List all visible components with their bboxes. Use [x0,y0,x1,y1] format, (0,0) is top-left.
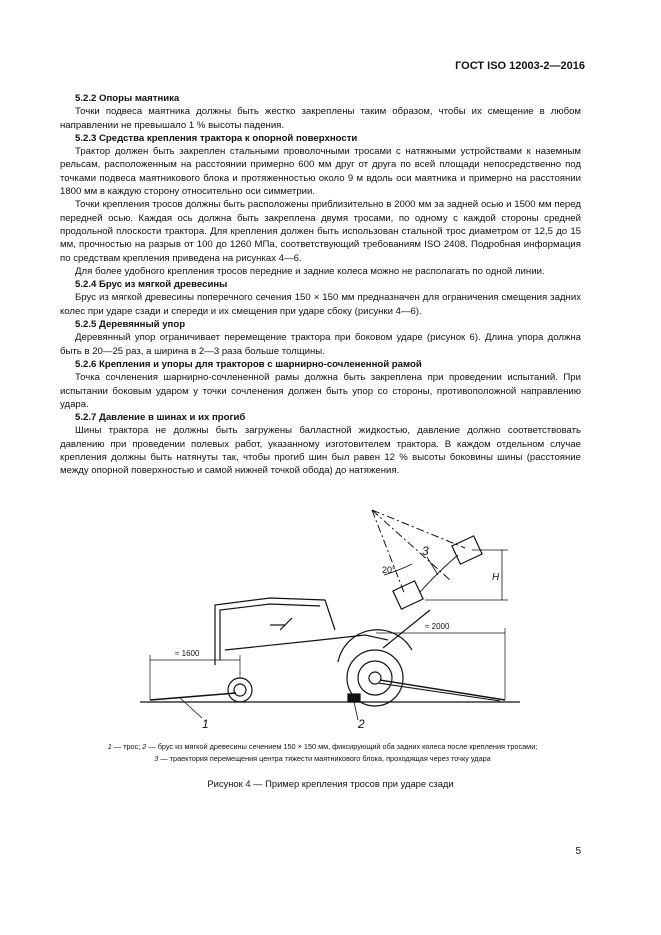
cable-front [150,693,236,700]
paragraph: Точки подвеса маятника должны быть жестко закреплены таким образом, чтобы их смещение в любом направлении не превышало 1 % высоты падения. [60,106,581,131]
legend-num: 3 [154,754,159,763]
cable-rear [380,680,505,700]
paragraph: Деревянный упор ограничивает перемещение трактора при боковом ударе (рисунок 6). Длина упора должна быть в 20—25 раз, а ширина в 2—3 раза больше толщины. [60,332,581,357]
legend-text: — брус из мягкой древесины сечением 150 × 150 мм, фиксирующий оба задних колеса после крепления тросами; [146,742,538,751]
trajectory-arc [420,555,458,592]
paragraph: Трактор должен быть закреплен стальными проволочными тросами с натяжными устройствами к наземным рельсам, расположенным на расстоянии примерно 600 мм друг от друга по всей площади непосредственно под точками подвеса маятникового блока и протяженностью около 9 м вдоль оси маятника и примерно на расстоянии 1800 мм в каждую сторону относительно оси симметрии. [60,146,581,198]
section-heading: 5.2.5 Деревянный упор [75,319,186,331]
legend-text: — траектория перемещения центра тяжести маятникового блока, проходящая через точку удара [158,754,491,763]
label-2: 2 [358,717,365,731]
h-label: H [492,572,500,583]
paragraph: Шины трактора не должны быть загружены балластной жидкостью, давление должно соответствовать давлению при проведении полевых работ, указанному изготовителем трактора. В каждом отдельном случае крепления должны быть натянуты так, чтобы прогиб шин был равен 12 % высоты боковины шины (расстояние между опорной поверхностью и самой нижней точкой обода) до натяжения. [60,425,581,477]
section-heading: 5.2.4 Брус из мягкой древесины [75,279,228,291]
leader-3 [427,557,438,575]
dim-left-label: ≈ 1600 [175,649,200,658]
paragraph: Брус из мягкой древесины поперечного сечения 150 × 150 мм предназначен для ограничения смещения задних колес при ударе сзади и спереди и их смещения при ударе сбоку (рисунки 4—6). [60,292,581,317]
legend-text: — трос; [111,742,143,751]
document-code: ГОСТ ISO 12003-2—2016 [455,60,585,72]
tractor-cab-inner [220,604,320,660]
front-wheel-hub [234,684,246,696]
page-number: 5 [575,846,581,857]
section-heading: 5.2.6 Крепления и упоры для тракторов с шарнирно-сочлененной рамой [75,358,422,370]
legend-num: 1 [107,742,112,751]
tractor-hood [225,635,388,650]
cable-rear-lower [378,683,500,701]
figure-caption: Рисунок 4 — Пример крепления тросов при ударе сзади [207,778,454,789]
leader-1 [180,698,202,718]
legend-num: 2 [142,742,147,751]
paragraph: Точки крепления тросов должны быть расположены приблизительно в 2000 мм за задней осью и 1500 мм перед передней осью. Каждая ось должна быть закреплена двумя тросами, по одному с каждой стороны средней продольной плоскости трактора. Для крепления должен быть использован стальной трос диаметром от 12,5 до 15 мм, прочностью на разрыв от 100 до 1260 МПа, соответствующий требованиям ISO 2408. Подробная информация по средствам крепления приведена на рисунках 4—6. [60,199,581,264]
paragraph: Точка сочленения шарнирно-сочлененной рамы должна быть закреплена при проведении испытаний. При испытании боковым ударом у точки сочленения должен быть упор со стороны, противоположной направлению удара. [60,372,581,410]
label-3: 3 [422,544,429,558]
section-heading: 5.2.7 Давление в шинах и их прогиб [75,412,246,424]
fender [338,630,412,662]
section-heading: 5.2.2 Опоры маятника [75,93,180,104]
pendulum-lines [372,510,465,595]
label-1: 1 [202,717,209,731]
figure-tractor-diagram [120,500,540,740]
paragraph: Для более удобного крепления тросов передние и задние колеса можно не располагать по одной линии. [75,265,545,277]
body-text [60,92,581,478]
wooden-beam [348,694,360,702]
angle-label: 20° [382,565,396,575]
pendulum-block [393,581,423,609]
section-heading: 5.2.3 Средства крепления трактора к опорной поверхности [75,132,358,144]
front-wheel [228,678,252,702]
figure-legend [50,741,595,765]
rear-wheel-hub [369,672,381,684]
steering [280,618,292,630]
rear-wheel-inner [358,661,392,695]
dim-right-label: ≈ 2000 [425,622,450,631]
